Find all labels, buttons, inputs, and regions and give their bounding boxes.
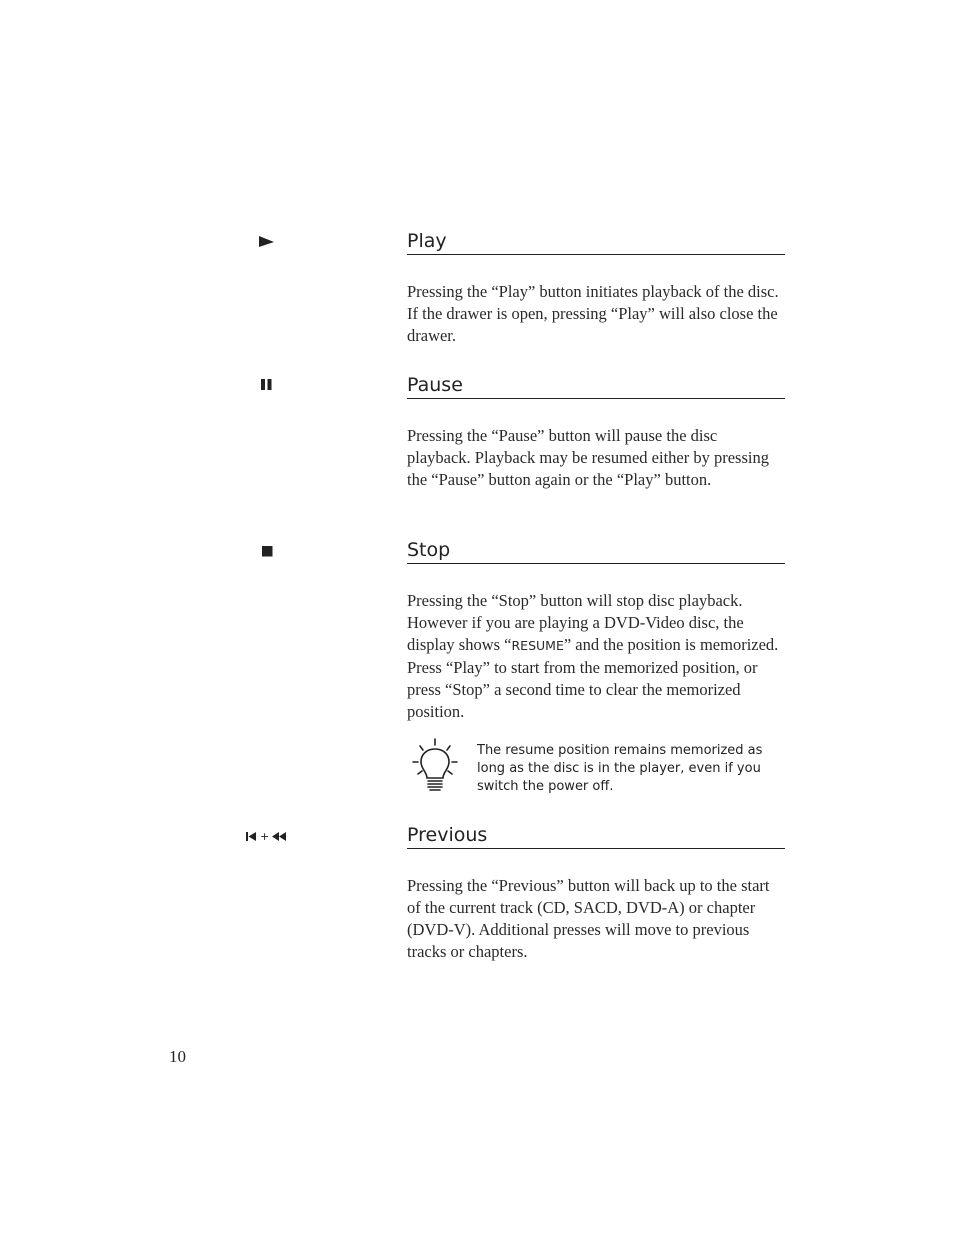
play-icon: [259, 236, 275, 248]
rewind-icon: [272, 832, 287, 841]
section-body-play: [407, 281, 785, 347]
section-body-text: Pressing the “Pause” button will pause the disc playback. Playback may be resumed either by pressing the “Pause” button again or the “Play” button.: [407, 426, 769, 489]
section-body-text: [407, 590, 785, 723]
display-message: RESUME: [511, 638, 564, 653]
section-heading-play: Play: [407, 229, 785, 255]
section-heading-stop: Stop: [407, 538, 785, 564]
section-body-text: Pressing the “Previous” button will back up to the start of the current track (CD, SACD, DVD-A) or chapter (DVD-V). Additional presses will move to previous tracks or chapters.: [407, 876, 770, 961]
section-heading-previous: Previous: [407, 823, 785, 849]
page-number: 10: [169, 1047, 186, 1066]
skip-back-icon: [246, 832, 257, 841]
section-heading-pause: Pause: [407, 373, 785, 399]
stop-icon: [262, 546, 273, 557]
section-body-text: Pressing the “Play” button initiates playback of the disc. If the drawer is open, pressing “Play” will also close the drawer.: [407, 282, 779, 345]
icon-joiner: +: [260, 830, 270, 843]
body-text-part: ” and the position is memorized. Press “Play” to start from the memorized position, or press “Stop” a second time to clear the memorized position.: [407, 635, 779, 721]
pause-icon: [261, 379, 273, 391]
tip-text: The resume position remains memorized as long as the disc is in the player, even if you switch the power off.: [477, 743, 763, 794]
previous-icon: [246, 831, 287, 842]
body-text-part: Pressing the “Stop” button will stop disc playback. However if you are playing a DVD-Video disc, the display shows “: [407, 591, 744, 654]
section-body-pause: [407, 425, 785, 491]
section-body-stop: [407, 590, 785, 723]
section-body-previous: [407, 875, 785, 963]
lightbulb-icon: [410, 738, 460, 796]
